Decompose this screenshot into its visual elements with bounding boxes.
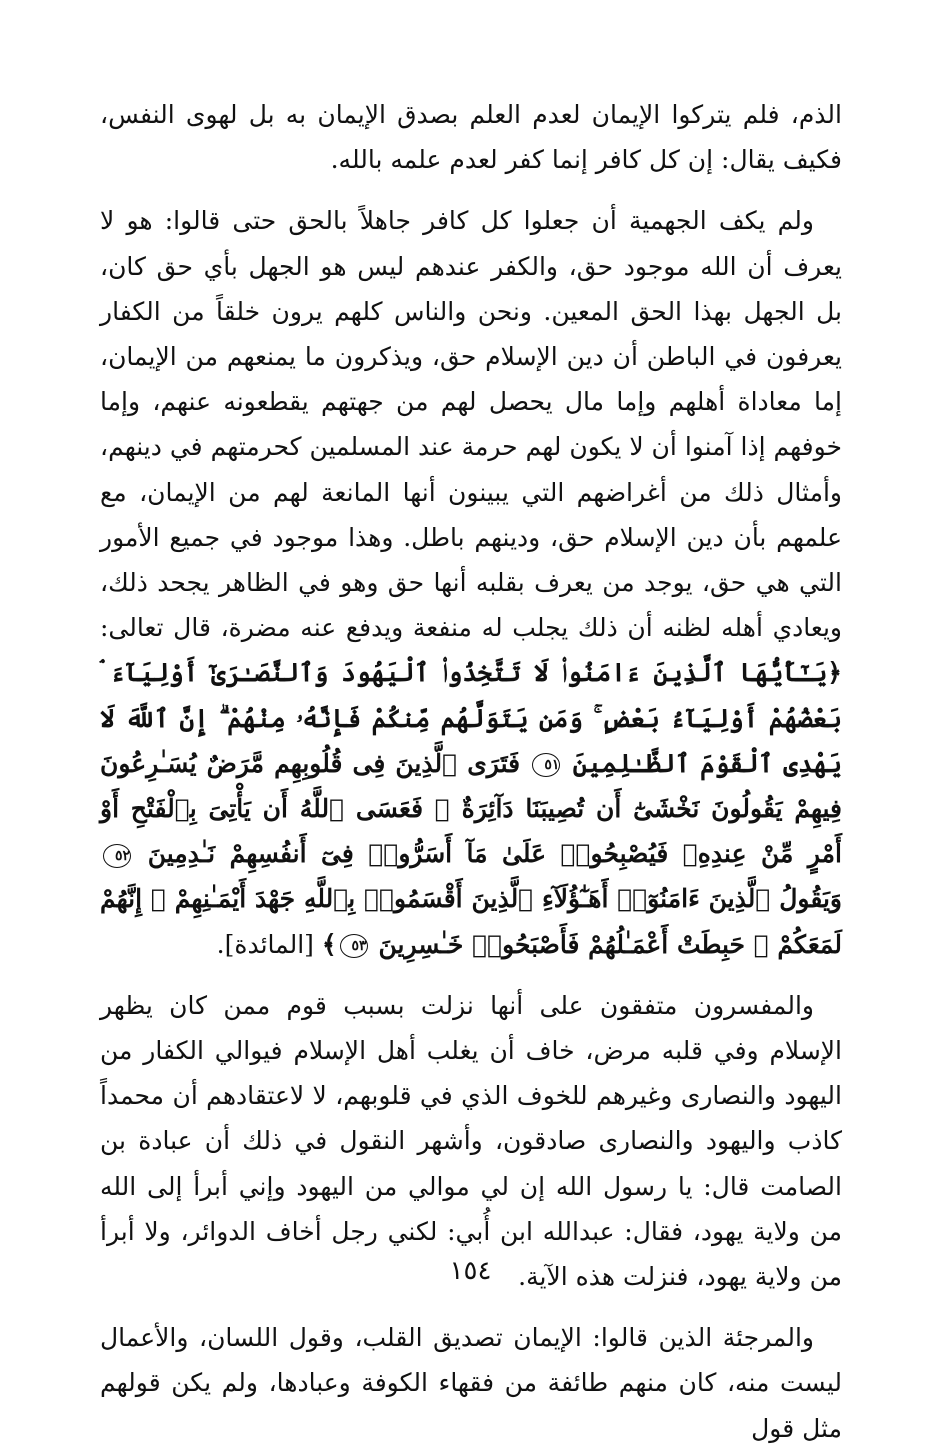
paragraph-3: [100, 983, 842, 1299]
paragraph-4: [100, 1315, 842, 1451]
verse-close-bracket: ﴾: [321, 929, 337, 959]
page-number: ١٥٤: [449, 1256, 492, 1286]
paragraph-3-text: والمفسرون متفقون على أنها نزلت بسبب قوم ممن كان يظهر الإسلام وفي قلبه مرض، خاف أن يغلب أهل الإسلام فيوالي الكفار من اليهود والنصارى وغيرهم للخوف الذي في قلوبهم، لا لاعتقادهم أن محمداً كاذب واليهود والنصارى صادقون، وأشهر النقول في ذلك أن عبادة بن الصامت قال: يا رسول الله إن لي موالي من اليهود وإني أبرأ إلى الله من ولاية يهود، فقال: عبدالله ابن أُبي: لكني رجل أخاف الدوائر، ولا أبرأ من ولاية يهود، فنزلت هذه الآية.: [100, 990, 843, 1292]
quran-verse-51: ﴿يَـٰٓأَيُّهَا ٱلَّذِينَ ءَامَنُوا۟ لَا تَتَّخِذُوا۟ ٱلْيَهُودَ وَٱلنَّصَـٰرَىٰٓ أَوْلِيَآءَ ۘ بَعْضُهُمْ أَوْلِيَآءُ بَعْضٍ ۚ وَمَن يَتَوَلَّهُم مِّنكُمْ فَإِنَّهُۥ مِنْهُمْ ۗ إِنَّ ٱللَّهَ لَا يَهْدِى ٱلْقَوْمَ ٱلظَّـٰلِمِينَ: [100, 658, 842, 778]
paragraph-4-text: والمرجئة الذين قالوا: الإيمان تصديق القلب، وقول اللسان، والأعمال ليست منه، كان منهم طائفة من فقهاء الكوفة وعبادها، ولم يكن قولهم مثل قول: [100, 1323, 842, 1443]
page-body: [100, 92, 842, 1451]
paragraph-2-text: ولم يكف الجهمية أن جعلوا كل كافر جاهلاً بالحق حتى قالوا: هو لا يعرف أن الله موجود حق، والكفر عندهم ليس هو الجهل بأي حق كان، بل الجهل بهذا الحق المعين. ونحن والناس كلهم يرون خلقاً من الكفار يعرفون في الباطن أن دين الإسلام حق، ويذكرون ما يمنعهم من الإيمان، إما معاداة أهلهم وإما مال يحصل لهم من جهتهم يقطعونه عنهم، وإما خوفهم إذا آمنوا أن لا يكون لهم حرمة عند المسلمين كحرمتهم في دينهم، وأمثال ذلك من أغراضهم التي يبينون أنها المانعة لهم من الإيمان، مع علمهم بأن دين الإسلام حق، ودينهم باطل. وهذا موجود في جميع الأمور التي هي حق، يوجد من يعرف بقلبه أنها حق وهو في الظاهر يجحد ذلك، ويعادي أهله لظنه أن ذلك يجلب له منفعة ويدفع عنه مضرة، قال تعالى:: [100, 206, 842, 643]
verse-number-53: ٥٣: [340, 934, 368, 958]
paragraph-1: [100, 92, 842, 182]
paragraph-1-text: الذم، فلم يتركوا الإيمان لعدم العلم بصدق الإيمان به بل لهوى النفس، فكيف يقال: إن كل كافر إنما كفر لعدم علمه بالله.: [100, 100, 842, 175]
verse-source: [المائدة].: [216, 929, 314, 959]
quran-verse-53: وَيَقُولُ ٱلَّذِينَ ءَامَنُوٓا۟ أَهَـٰٓؤُلَآءِ ٱلَّذِينَ أَقْسَمُوا۟ بِٱللَّهِ جَهْدَ أَيْمَـٰنِهِمْ ۙ إِنَّهُمْ لَمَعَكُمْ ۚ حَبِطَتْ أَعْمَـٰلُهُمْ فَأَصْبَحُوا۟ خَـٰسِرِينَ: [100, 884, 842, 959]
paragraph-2: [100, 198, 842, 966]
quran-verse-52: فَتَرَى ٱلَّذِينَ فِى قُلُوبِهِم مَّرَضٌ يُسَـٰرِعُونَ فِيهِمْ يَقُولُونَ نَخْشَىٰٓ أَن تُصِيبَنَا دَآئِرَةٌ ۚ فَعَسَى ٱللَّهُ أَن يَأْتِىَ بِٱلْفَتْحِ أَوْ أَمْرٍ مِّنْ عِندِهِۦ فَيُصْبِحُوا۟ عَلَىٰ مَآ أَسَرُّوا۟ فِىٓ أَنفُسِهِمْ نَـٰدِمِينَ: [100, 748, 842, 869]
verse-number-52: ٥٢: [103, 844, 131, 868]
verse-number-51: ٥١: [532, 753, 560, 777]
